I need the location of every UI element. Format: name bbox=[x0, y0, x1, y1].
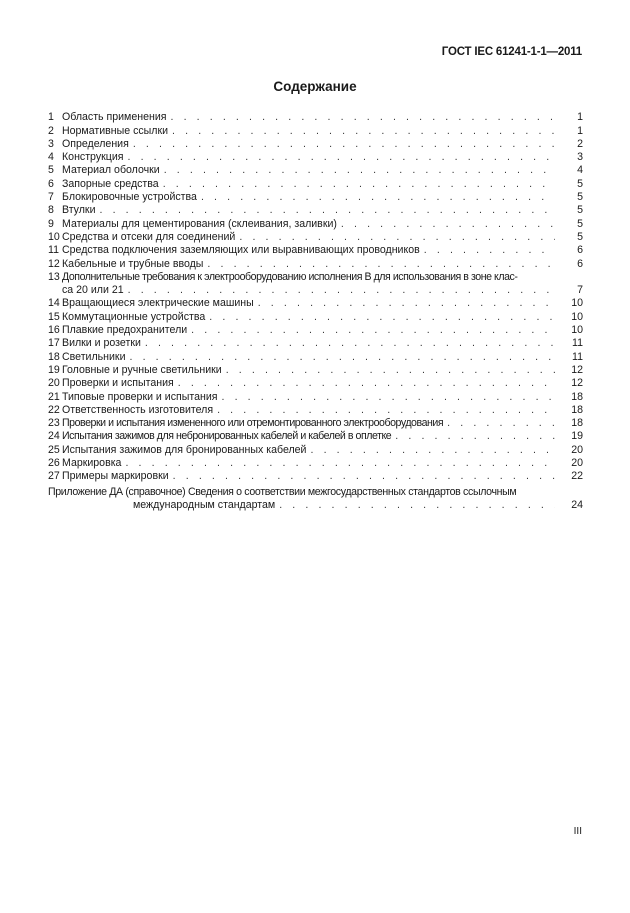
dot-leader bbox=[163, 178, 555, 190]
toc-entry-title: Средства и отсеки для соединений bbox=[62, 230, 236, 243]
toc-page-number: 10 bbox=[571, 324, 583, 337]
toc-entry-title: Нормативные ссылки bbox=[62, 124, 169, 137]
toc-entry-18: 18 Светильники . . . 11 bbox=[48, 349, 583, 362]
toc-page-number: 20 bbox=[571, 457, 583, 470]
toc-entry-15: 15 Коммутационные устройства . . . 10 bbox=[48, 309, 583, 322]
toc-entry-title: Маркировка bbox=[62, 457, 122, 470]
toc-page-number: 6 bbox=[577, 257, 583, 270]
toc-page-number: 2 bbox=[577, 137, 583, 150]
toc-page-number: 11 bbox=[572, 337, 583, 350]
toc-page-number: 1 bbox=[577, 124, 583, 137]
toc-entry-11: 11 Средства подключения заземляющих или выравнивающих проводников . . . 6 bbox=[48, 243, 583, 256]
toc-entry-23: 23 Проверки и испытания измененного или отремонтированного электрооборудования . . . 18 bbox=[48, 416, 583, 429]
dot-leader bbox=[172, 125, 555, 137]
toc-page-number: 10 bbox=[571, 310, 583, 323]
dot-leader bbox=[447, 417, 555, 429]
dot-leader bbox=[424, 244, 555, 256]
dot-leader bbox=[145, 337, 555, 349]
toc-entry-10: 10 Средства и отсеки для соединений . . . 5 bbox=[48, 230, 583, 243]
toc-entry-13: 13 Дополнительные требования к электрооборудованию исполнения В для использования в зоне клас- bbox=[48, 270, 518, 283]
toc-entry-17: 17 Вилки и розетки . . . 11 bbox=[48, 336, 583, 349]
toc-entry-title: Испытания зажимов для небронированных кабелей и кабелей в оплетке bbox=[62, 430, 392, 443]
toc-entry-2: 2 Нормативные ссылки . . . 1 bbox=[48, 123, 583, 136]
dot-leader bbox=[178, 377, 555, 389]
toc-page-number: 5 bbox=[577, 230, 583, 243]
toc-page-number: 5 bbox=[577, 217, 583, 230]
toc-entry-title: Кабельные и трубные вводы bbox=[62, 257, 204, 270]
page-title: Содержание bbox=[273, 79, 357, 94]
table-of-contents bbox=[48, 110, 583, 511]
toc-page-number: 4 bbox=[577, 164, 583, 177]
toc-page-number: 12 bbox=[571, 377, 583, 390]
dot-leader bbox=[191, 324, 555, 336]
toc-page-number: 24 bbox=[571, 498, 583, 511]
toc-page-number: 5 bbox=[577, 191, 583, 204]
toc-entry-27: 27 Примеры маркировки . . . 22 bbox=[48, 469, 583, 482]
toc-entry-7: 7 Блокировочные устройства . . . 5 bbox=[48, 190, 583, 203]
toc-entry-title: Вращающиеся электрические машины bbox=[62, 297, 254, 310]
dot-leader bbox=[164, 164, 555, 176]
toc-annex-continuation bbox=[48, 498, 583, 511]
toc-entry-title: Ответственность изготовителя bbox=[62, 403, 214, 416]
toc-page-number: 10 bbox=[571, 297, 583, 310]
toc-annex-entry bbox=[48, 484, 583, 497]
dot-leader bbox=[99, 204, 555, 216]
toc-entry-24: 24 Испытания зажимов для небронированных кабелей и кабелей в оплетке . . . 19 bbox=[48, 429, 583, 442]
toc-entry-9: 9 Материалы для цементирования (склеивания, заливки) . . . 5 bbox=[48, 216, 583, 229]
toc-annex-title: Приложение ДА (справочное) Сведения о соответствии межгосударственных стандартов ссылочным bbox=[48, 485, 517, 498]
dot-leader bbox=[279, 499, 555, 511]
dot-leader bbox=[128, 151, 556, 163]
dot-leader bbox=[125, 457, 555, 469]
dot-leader bbox=[258, 297, 555, 309]
toc-entry-25: 25 Испытания зажимов для бронированных кабелей . . . 20 bbox=[48, 442, 583, 455]
toc-page-number: 12 bbox=[571, 363, 583, 376]
toc-page-number: 20 bbox=[571, 443, 583, 456]
toc-entry-title: Проверки и испытания bbox=[62, 377, 174, 390]
toc-entry-19: 19 Головные и ручные светильники . . . 12 bbox=[48, 363, 583, 376]
toc-entry-5: 5 Материал оболочки . . . 4 bbox=[48, 163, 583, 176]
toc-entry-26: 26 Маркировка . . . 20 bbox=[48, 456, 583, 469]
toc-entry-title: Втулки bbox=[62, 204, 96, 217]
toc-page-number: 3 bbox=[577, 151, 583, 164]
toc-entry-4: 4 Конструкция . . . 3 bbox=[48, 150, 583, 163]
toc-entry-title: Проверки и испытания измененного или отремонтированного электрооборудования bbox=[62, 417, 444, 430]
toc-entry-title: Материалы для цементирования (склеивания, заливки) bbox=[62, 217, 337, 230]
dot-leader bbox=[201, 191, 555, 203]
toc-entry-title: Материал оболочки bbox=[62, 164, 160, 177]
dot-leader bbox=[128, 284, 555, 296]
dot-leader bbox=[173, 470, 555, 482]
toc-entry-title: Конструкция bbox=[62, 151, 124, 164]
dot-leader bbox=[133, 138, 555, 150]
dot-leader bbox=[395, 430, 555, 442]
toc-page-number: 19 bbox=[571, 430, 583, 443]
dot-leader bbox=[226, 364, 555, 376]
toc-entry-title: Плавкие предохранители bbox=[62, 324, 188, 337]
dot-leader bbox=[130, 351, 556, 363]
toc-page-number: 7 bbox=[577, 284, 583, 297]
dot-leader bbox=[209, 311, 555, 323]
toc-entry-13-continuation bbox=[48, 283, 583, 296]
toc-entry-16: 16 Плавкие предохранители . . . 10 bbox=[48, 323, 583, 336]
toc-entry-20: 20 Проверки и испытания . . . 12 bbox=[48, 376, 583, 389]
toc-entry-title: Средства подключения заземляющих или выравнивающих проводников bbox=[62, 244, 420, 257]
toc-page-number: 18 bbox=[571, 417, 583, 430]
toc-page-number: 11 bbox=[572, 350, 583, 363]
page-number: III bbox=[573, 826, 582, 837]
toc-annex-title-cont: международным стандартам bbox=[133, 498, 276, 511]
toc-page-number: 5 bbox=[577, 177, 583, 190]
toc-entry-1: 1 Область применения . . . 1 bbox=[48, 110, 583, 123]
toc-entry-8: 8 Втулки . . . 5 bbox=[48, 203, 583, 216]
toc-entry-title: са 20 или 21 bbox=[62, 284, 124, 297]
toc-entry-title: Типовые проверки и испытания bbox=[62, 390, 218, 403]
toc-entry-12: 12 Кабельные и трубные вводы . . . 6 bbox=[48, 256, 583, 269]
toc-entry-title: Коммутационные устройства bbox=[62, 310, 206, 323]
toc-entry-14: 14 Вращающиеся электрические машины . . . 10 bbox=[48, 296, 583, 309]
toc-entry-6: 6 Запорные средства . . . 5 bbox=[48, 176, 583, 189]
dot-leader bbox=[222, 391, 556, 403]
dot-leader bbox=[217, 404, 555, 416]
toc-entry-title: Вилки и розетки bbox=[62, 337, 141, 350]
toc-entry-title: Головные и ручные светильники bbox=[62, 363, 222, 376]
dot-leader bbox=[310, 444, 555, 456]
document-code: ГОСТ IEC 61241-1-1—2011 bbox=[441, 46, 582, 58]
toc-page-number: 22 bbox=[571, 470, 583, 483]
toc-entry-title: Светильники bbox=[62, 350, 126, 363]
toc-page-number: 1 bbox=[577, 111, 583, 124]
dot-leader bbox=[170, 111, 555, 123]
toc-entry-title: Испытания зажимов для бронированных кабелей bbox=[62, 443, 307, 456]
toc-entry-22: 22 Ответственность изготовителя . . . 18 bbox=[48, 403, 583, 416]
toc-entry-title: Определения bbox=[62, 137, 129, 150]
toc-page-number: 18 bbox=[571, 403, 583, 416]
toc-page-number: 18 bbox=[571, 390, 583, 403]
toc-entry-title: Примеры маркировки bbox=[62, 470, 169, 483]
toc-page-number: 6 bbox=[577, 244, 583, 257]
toc-entry-title: Дополнительные требования к электрооборудованию исполнения В для использования в зоне клас- bbox=[62, 270, 518, 283]
dot-leader bbox=[341, 218, 555, 230]
toc-entry-21: 21 Типовые проверки и испытания . . . 18 bbox=[48, 389, 583, 402]
toc-entry-title: Область применения bbox=[62, 111, 167, 124]
dot-leader bbox=[207, 258, 555, 270]
toc-page-number: 5 bbox=[577, 204, 583, 217]
dot-leader bbox=[239, 231, 555, 243]
toc-entry-title: Блокировочные устройства bbox=[62, 191, 197, 204]
toc-entry-title: Запорные средства bbox=[62, 177, 159, 190]
toc-entry-3: 3 Определения . . . 2 bbox=[48, 137, 583, 150]
